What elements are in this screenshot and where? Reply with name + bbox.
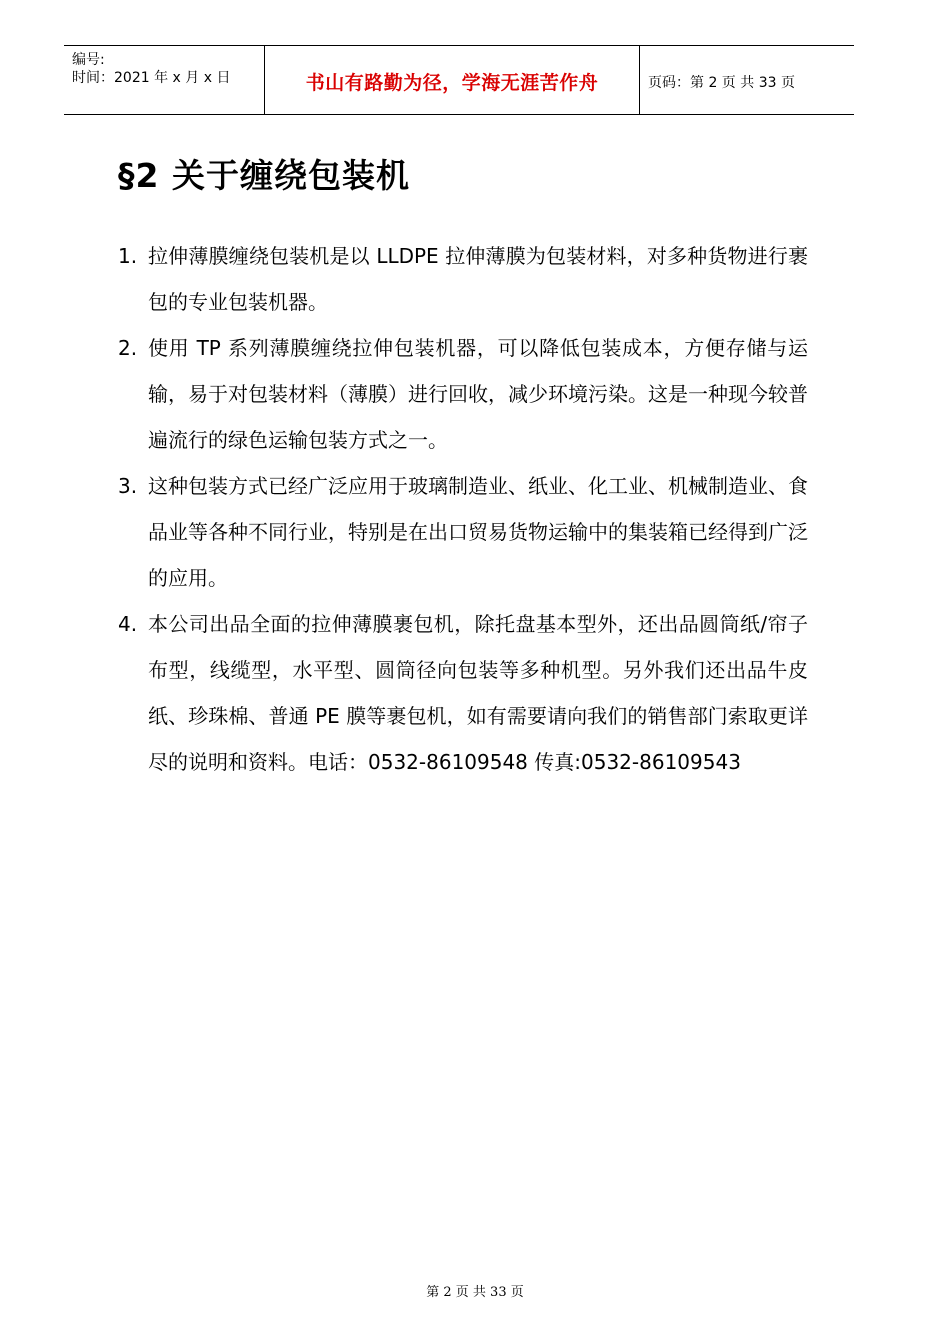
- list-item-number: 4.: [118, 612, 138, 636]
- header-motto-cell: [264, 46, 640, 114]
- list-item-number: 1.: [118, 244, 138, 268]
- numbered-list: [118, 233, 808, 785]
- list-item: [118, 325, 808, 463]
- list-item-text: 使用 TP 系列薄膜缠绕拉伸包装机器，可以降低包装成本，方便存储与运输，易于对包装材料（薄膜）进行回收，减少环境污染。这是一种现今较普遍流行的绿色运输包装方式之一。: [148, 336, 808, 452]
- list-item: [118, 601, 808, 785]
- list-item: [118, 233, 808, 325]
- header-page-info: 页码：第 2 页 共 33 页: [648, 75, 795, 91]
- page-footer: 第 2 页 共 33 页: [426, 1285, 524, 1300]
- list-item-number: 2.: [118, 336, 138, 360]
- time-label: 时间：2021 年 x 月 x 日: [72, 70, 231, 86]
- serial-number-label: 编号:: [72, 52, 105, 68]
- list-item-text: 本公司出品全面的拉伸薄膜裹包机，除托盘基本型外，还出品圆筒纸/帘子布型，线缆型，水平型、圆筒径向包装等多种机型。另外我们还出品牛皮纸、珍珠棉、普通 PE 膜等裹包机，如有需要请向我们的销售部门索取更详尽的说明和资料。电话：0532-86109548 传真:0532-86109543: [148, 612, 808, 774]
- page-header: [64, 45, 854, 115]
- header-motto: 书山有路勤为径，学海无涯苦作舟: [305, 72, 599, 94]
- list-item-text: 拉伸薄膜缠绕包装机是以 LLDPE 拉伸薄膜为包装材料，对多种货物进行裹包的专业包装机器。: [148, 244, 808, 314]
- list-item-text: 这种包装方式已经广泛应用于玻璃制造业、纸业、化工业、机械制造业、食品业等各种不同行业，特别是在出口贸易货物运输中的集装箱已经得到广泛的应用。: [148, 474, 808, 590]
- header-left-cell: [64, 46, 264, 114]
- list-item-number: 3.: [118, 474, 138, 498]
- header-right-cell: [639, 46, 854, 114]
- list-item: [118, 463, 808, 601]
- section-title: §2 关于缠绕包装机: [118, 156, 410, 195]
